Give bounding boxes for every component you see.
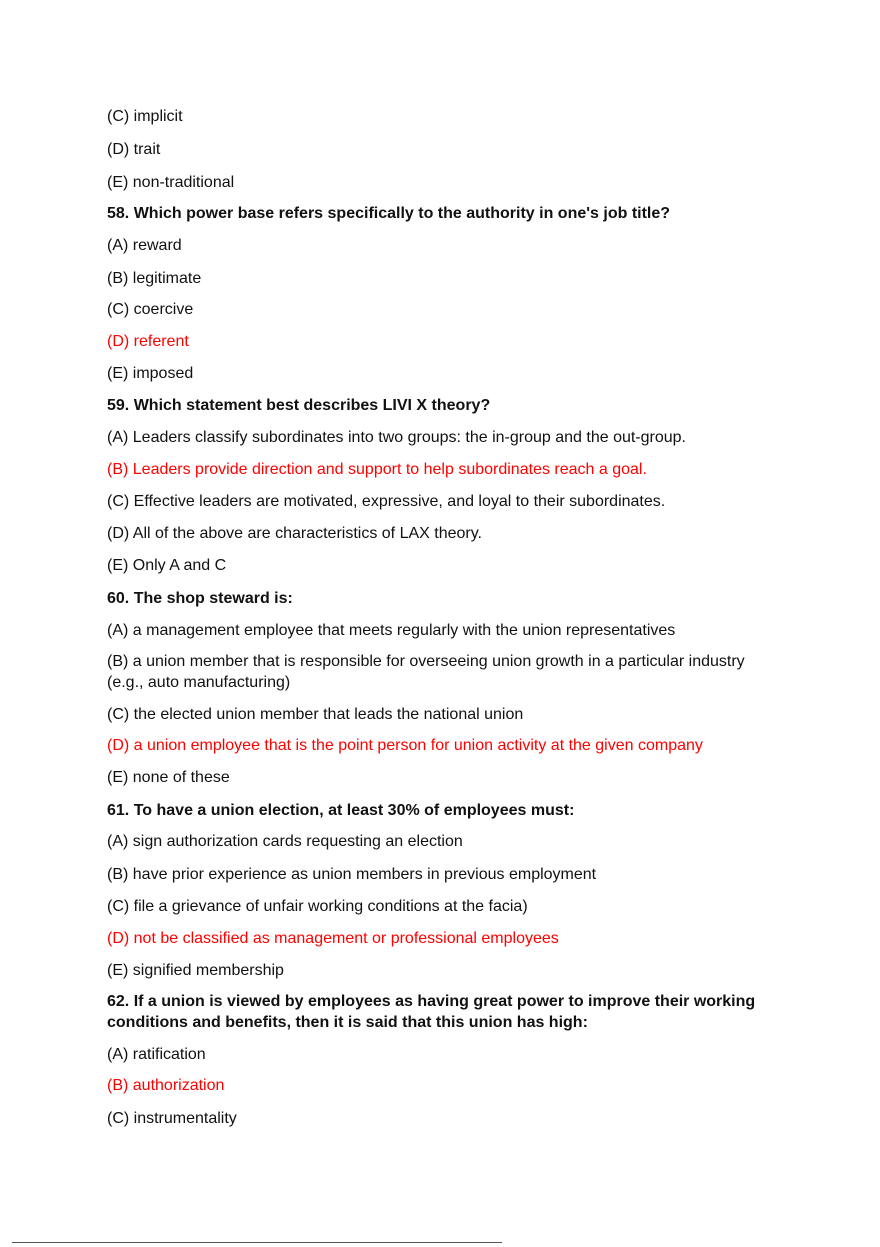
question-61: 61. To have a union election, at least 30% of employees must: — [107, 802, 575, 819]
footer-rule — [12, 1242, 502, 1243]
option-d-trait: (D) trait — [107, 141, 161, 158]
option-e-non-traditional: (E) non-traditional — [107, 174, 235, 191]
option-c-implicit: (C) implicit — [107, 108, 183, 125]
question-59: 59. Which statement best describes LIVI X theory? — [107, 397, 491, 414]
q62-option-c: (C) instrumentality — [107, 1110, 237, 1127]
q60-option-b: (B) a union member that is responsible for overseeing union growth in a particular industry (e.g., auto manufacturing) — [107, 653, 745, 691]
q62-option-a: (A) ratification — [107, 1046, 206, 1063]
q62-option-b-answer: (B) authorization — [107, 1077, 225, 1094]
q58-option-a: (A) reward — [107, 237, 182, 254]
q58-option-d-answer: (D) referent — [107, 333, 189, 350]
q59-option-a: (A) Leaders classify subordinates into two groups: the in-group and the out-group. — [107, 429, 686, 446]
q60-option-d-answer: (D) a union employee that is the point person for union activity at the given company — [107, 737, 703, 754]
q58-option-b: (B) legitimate — [107, 270, 202, 287]
q59-option-d: (D) All of the above are characteristics of LAX theory. — [107, 525, 482, 542]
q61-option-b: (B) have prior experience as union members in previous employment — [107, 866, 597, 883]
q59-option-c: (C) Effective leaders are motivated, expressive, and loyal to their subordinates. — [107, 493, 666, 510]
question-60: 60. The shop steward is: — [107, 590, 293, 607]
q58-option-e: (E) imposed — [107, 365, 194, 382]
q61-option-e: (E) signified membership — [107, 962, 284, 979]
q59-option-b-answer: (B) Leaders provide direction and support to help subordinates reach a goal. — [107, 461, 647, 478]
q60-option-c: (C) the elected union member that leads the national union — [107, 706, 524, 723]
q61-option-a: (A) sign authorization cards requesting an election — [107, 833, 463, 850]
question-58: 58. Which power base refers specifically to the authority in one's job title? — [107, 205, 671, 222]
q60-option-e: (E) none of these — [107, 769, 230, 786]
question-62: 62. If a union is viewed by employees as having great power to improve their working conditions and benefits, then it is said that this union has high: — [107, 993, 756, 1031]
q61-option-d-answer: (D) not be classified as management or professional employees — [107, 930, 559, 947]
q58-option-c: (C) coercive — [107, 301, 194, 318]
q60-option-a: (A) a management employee that meets regularly with the union representatives — [107, 622, 676, 639]
q61-option-c: (C) file a grievance of unfair working conditions at the facia) — [107, 898, 528, 915]
q59-option-e: (E) Only A and C — [107, 557, 227, 574]
